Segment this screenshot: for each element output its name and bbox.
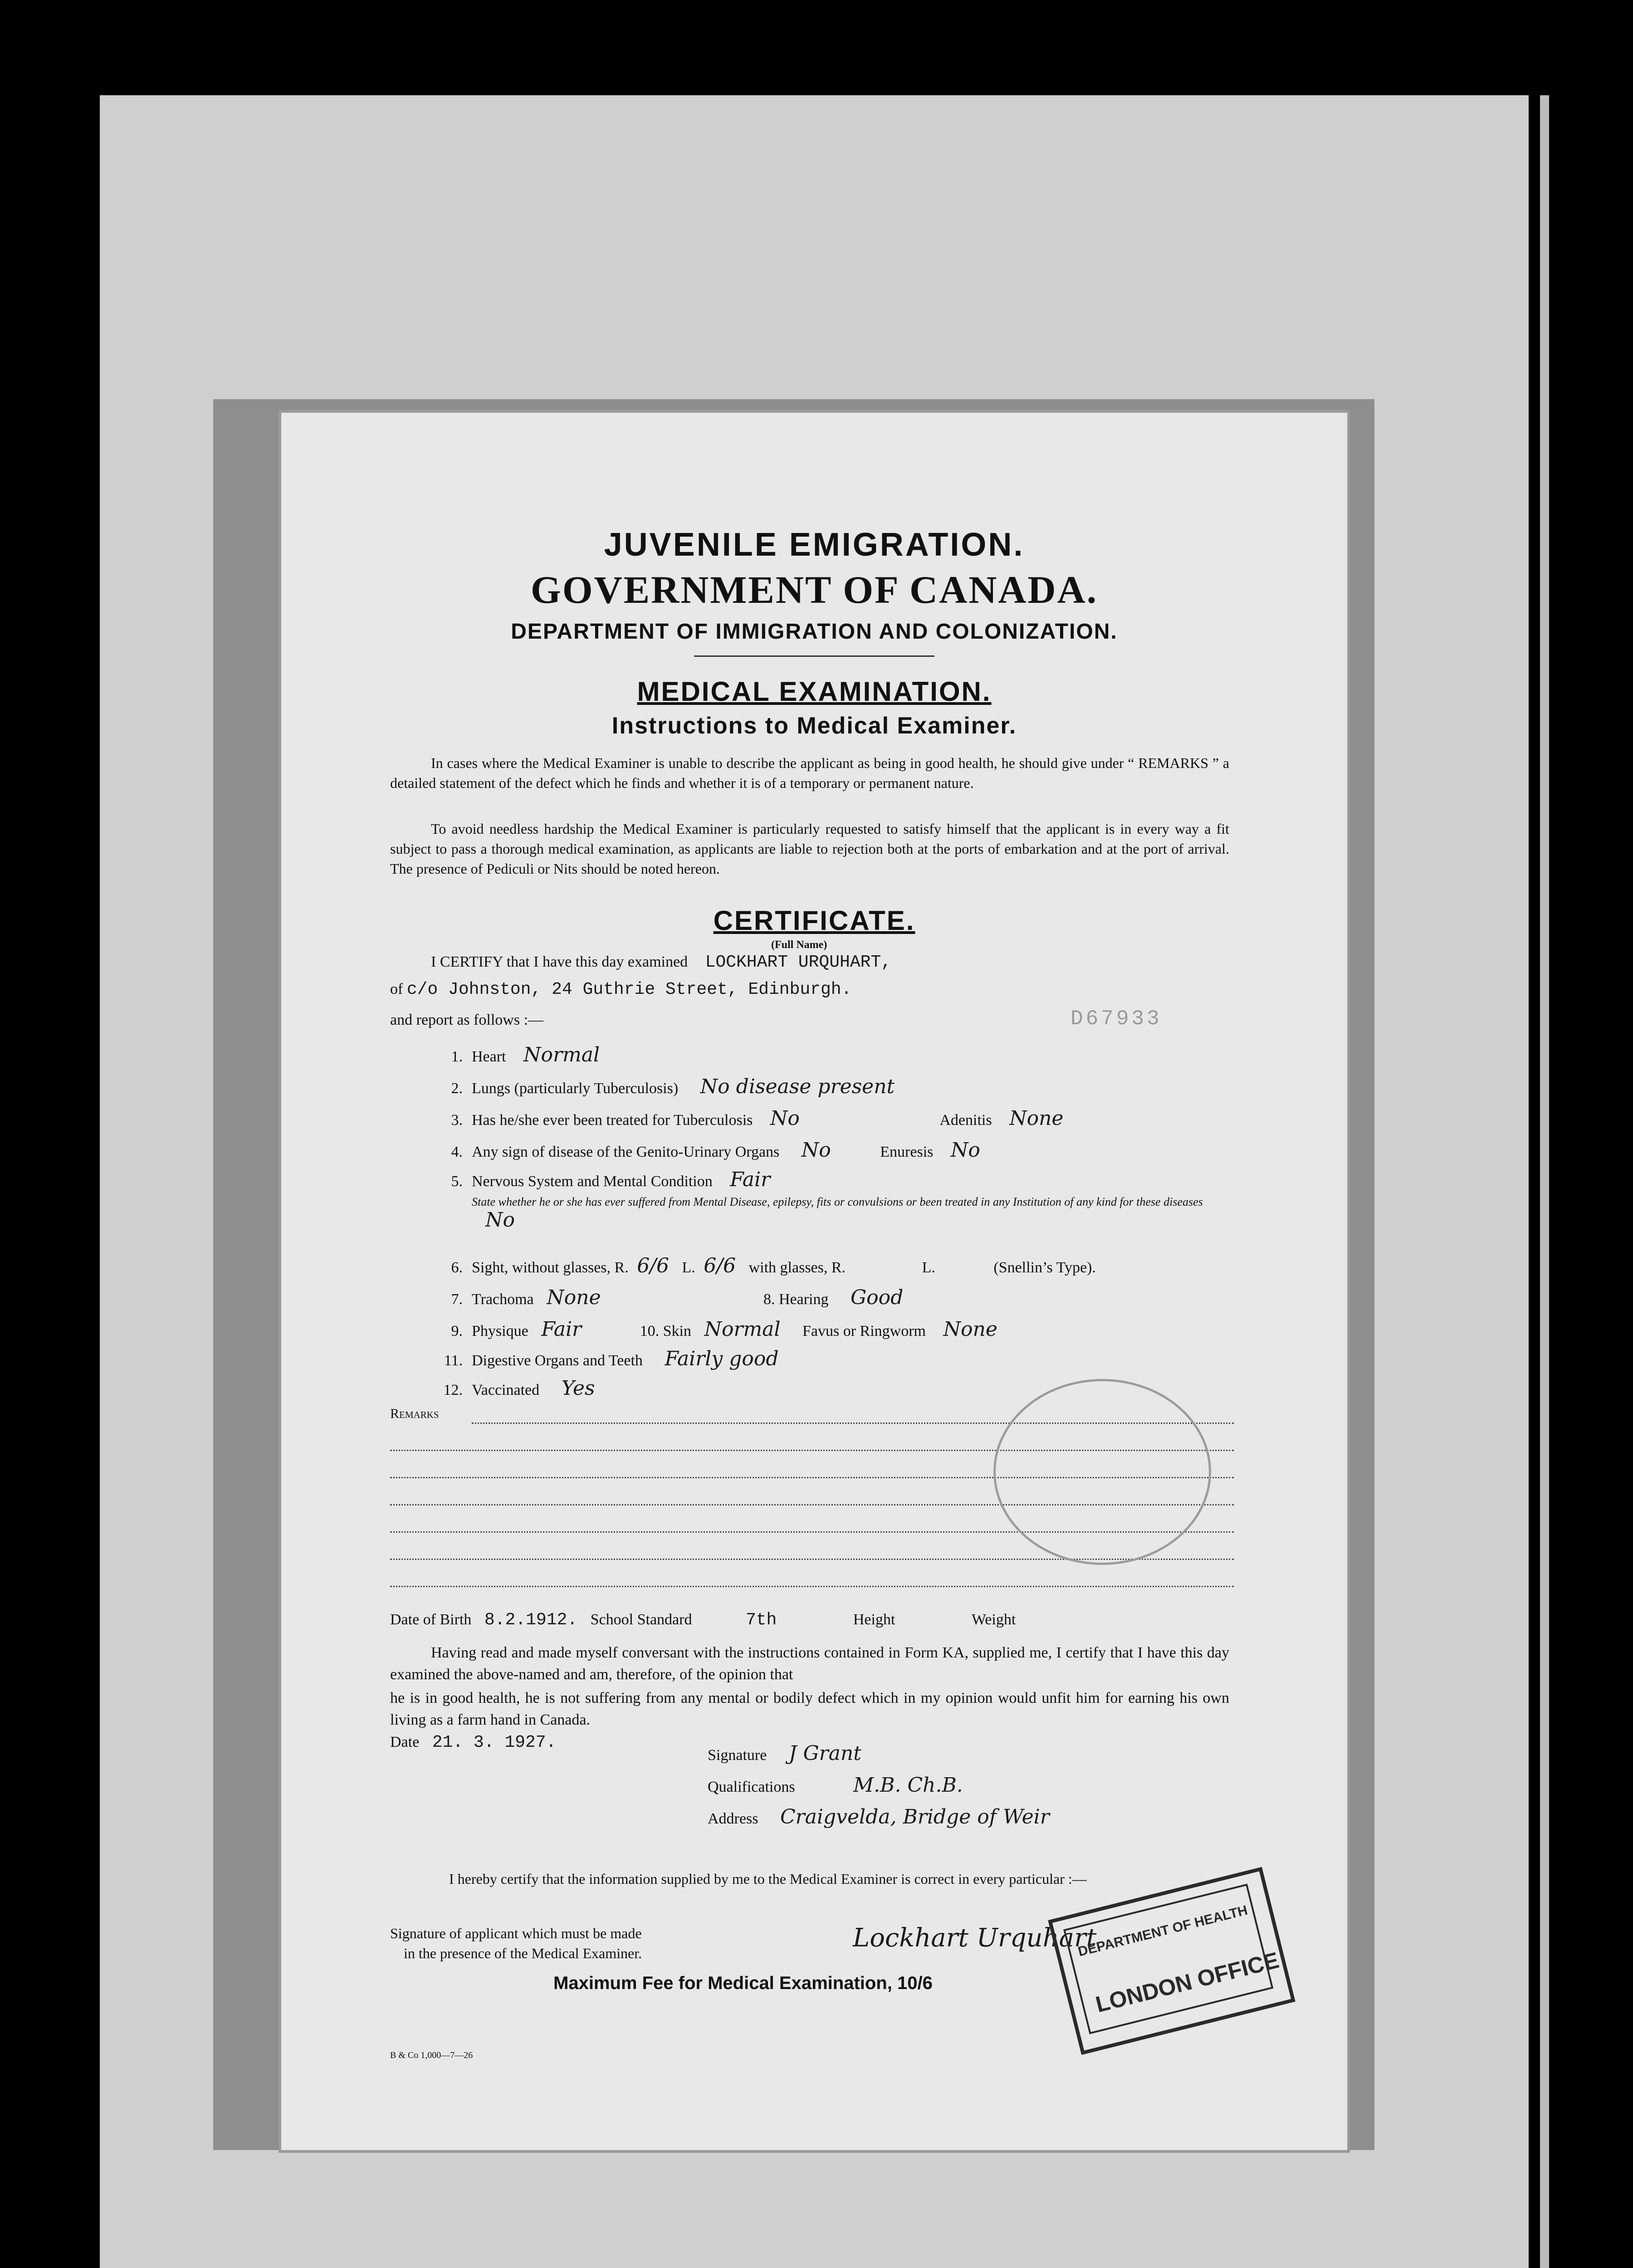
remarks-line	[390, 1574, 1234, 1587]
heading-juvenile-emigration: JUVENILE EMIGRATION.	[604, 527, 1025, 563]
reference-number: D67933	[1071, 1007, 1162, 1031]
print-code: B & Co 1,000—7—26	[390, 2050, 473, 2060]
stamp-line-2: LONDON OFFICE	[1093, 1947, 1281, 2018]
qualifications-line: Qualifications M.B. Ch.B.	[708, 1774, 963, 1797]
applicant-signature-label: Signature of applicant which must be made in the presence of the Medical Examiner.	[390, 1925, 642, 1961]
heading-department: DEPARTMENT OF IMMIGRATION AND COLONIZATION.	[511, 620, 1118, 644]
full-name-label: (Full Name)	[771, 939, 827, 951]
nervous-system-value: Fair	[730, 1168, 771, 1191]
sight-right-value: 6/6	[637, 1254, 670, 1277]
address-line	[390, 980, 851, 999]
signature-line: Signature J Grant	[708, 1742, 861, 1765]
examiner-declaration-detail: he is in good health, he is not suffering from any mental or bodily defect which in my opinion would unfit him for earning his own living as a farm hand in Canada.	[390, 1690, 1229, 1728]
trachoma-value: None	[547, 1286, 601, 1309]
date-of-birth-line: Date of Birth 8.2.1912. School Standard 7th Height Weight	[390, 1610, 1016, 1630]
examiner-signature: J Grant	[788, 1742, 861, 1765]
enuresis-value: No	[950, 1139, 980, 1162]
examiner-address-line: Address Craigvelda, Bridge of Weir	[708, 1805, 1050, 1828]
medical-examination-title: MEDICAL EXAMINATION.	[637, 676, 992, 707]
adenitis-value: None	[1009, 1107, 1064, 1130]
mental-disease-note: State whether he or she has ever suffered from Mental Disease, epilepsy, fits or convulsions or been treated in any Institution of any kind for these diseases No	[472, 1195, 1203, 1232]
genito-urinary-value: No	[801, 1139, 831, 1162]
item-tuberculosis: 3. Has he/she ever been treated for Tuberculosis No Adenitis None	[451, 1107, 1064, 1130]
film-edge	[1540, 95, 1549, 2268]
physique-value: Fair	[541, 1318, 582, 1341]
stamp-line-1: DEPARTMENT OF HEALTH	[1076, 1902, 1249, 1960]
qualifications-value: M.B. Ch.B.	[853, 1774, 963, 1797]
vaccinated-value: Yes	[561, 1377, 595, 1400]
ringworm-value: None	[943, 1318, 997, 1341]
skin-value: Normal	[704, 1318, 781, 1341]
item-trachoma-hearing: 7. Trachoma None 8. Hearing Good	[451, 1286, 904, 1309]
item-lungs: 2. Lungs (particularly Tuberculosis) No disease present	[451, 1075, 895, 1098]
applicant-certification: I hereby certify that the information supplied by me to the Medical Examiner is correct in every particular :—	[449, 1871, 1087, 1887]
item-digestive: 11. Digestive Organs and Teeth Fairly good	[444, 1347, 779, 1370]
hearing-value: Good	[851, 1286, 904, 1309]
item-genito-urinary: 4. Any sign of disease of the Genito-Urinary Organs No Enuresis No	[451, 1139, 980, 1162]
instructions-paragraph-2: To avoid needless hardship the Medical Examiner is particularly requested to satisfy himself that the applicant is in every way a fit subject to pass a thorough medical examination, as applicants are liable to rejection both at the ports of embarkation and at the port of arrival. The presence of Pediculi or Nits should be noted hereon.	[390, 821, 1229, 877]
applicant-address-value: c/o Johnston, 24 Guthrie Street, Edinburgh.	[406, 980, 852, 999]
item-sight: 6. Sight, without glasses, R. 6/6 L. 6/6 with glasses, R. L. (Snellin’s Type).	[451, 1254, 1096, 1277]
certificate-title: CERTIFICATE.	[713, 905, 915, 936]
exam-date-line: Date 21. 3. 1927.	[390, 1733, 557, 1752]
examiner-address-value: Craigvelda, Bridge of Weir	[780, 1805, 1050, 1828]
item-vaccinated: 12. Vaccinated Yes	[443, 1377, 595, 1400]
instructions-paragraph-1: In cases where the Medical Examiner is unable to describe the applicant as being in good health, he should give under “ REMARKS ” a detailed statement of the defect which he finds and whether it is of a temporary or permanent nature.	[390, 755, 1229, 791]
examiner-declaration: Having read and made myself conversant with the instructions contained in Form KA, supplied me, I certify that I have this day examined the above-named and am, therefore, of the opinion that	[390, 1644, 1229, 1683]
date-of-birth-value: 8.2.1912.	[484, 1610, 578, 1630]
divider	[694, 655, 934, 657]
of-prefix: of	[390, 981, 403, 997]
report-label: and report as follows :—	[390, 1012, 544, 1028]
heading-government-of-canada: GOVERNMENT OF CANADA.	[530, 568, 1098, 611]
certify-prefix: I CERTIFY that I have this day examined	[431, 953, 688, 970]
instructions-subtitle: Instructions to Medical Examiner.	[611, 713, 1017, 739]
item-heart: 1. Heart Normal	[451, 1043, 600, 1066]
exam-date-value: 21. 3. 1927.	[432, 1733, 557, 1752]
sight-left-value: 6/6	[704, 1254, 736, 1277]
faint-seal-mark	[993, 1379, 1211, 1565]
school-standard-value: 7th	[745, 1610, 777, 1630]
remarks-label: Remarks	[390, 1406, 439, 1421]
mental-disease-value: No	[485, 1208, 515, 1232]
item-nervous-system: 5. Nervous System and Mental Condition Fair	[451, 1168, 771, 1191]
maximum-fee: Maximum Fee for Medical Examination, 10/6	[553, 1973, 933, 1993]
digestive-value: Fairly good	[665, 1347, 779, 1370]
heart-value: Normal	[523, 1043, 600, 1066]
applicant-signature: Lockhart Urquhart	[853, 1923, 1097, 1953]
lungs-value: No disease present	[700, 1075, 895, 1098]
full-name-value: LOCKHART URQUHART,	[705, 953, 892, 972]
certify-line	[431, 953, 891, 972]
item-physique-skin: 9. Physique Fair 10. Skin Normal Favus or Ringworm None	[451, 1318, 997, 1341]
tuberculosis-value: No	[770, 1107, 800, 1130]
